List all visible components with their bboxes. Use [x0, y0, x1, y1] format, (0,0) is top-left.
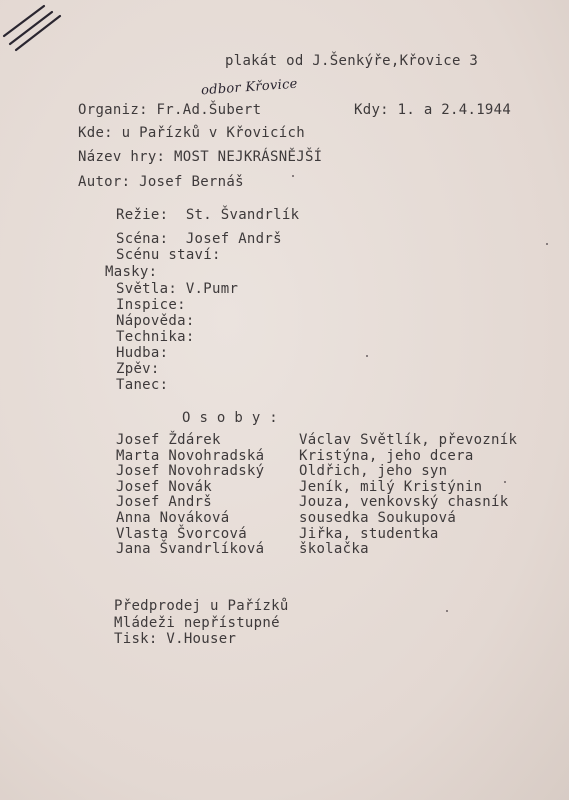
cast-role: Václav Světlík, převozník	[299, 432, 518, 448]
cast-actor: Josef Novohradský	[116, 463, 265, 480]
cast-role: Kristýna, jeho dcera	[299, 447, 474, 464]
cast-row	[116, 464, 517, 480]
date-line: Kdy: 1. a 2.4.1944	[354, 102, 512, 118]
cast-row	[116, 480, 517, 496]
prompter-line: Nápověda:	[116, 313, 195, 329]
cast-role: Jiřka, studentka	[299, 525, 439, 542]
cast-row	[116, 511, 517, 527]
presale-line: Předprodej u Pařízků	[114, 598, 289, 614]
poster-credit-line: plakát od J.Šenkýře,Křovice 3	[225, 53, 479, 69]
technical-line: Technika:	[116, 329, 195, 345]
dance-line: Tanec:	[116, 377, 169, 393]
cast-role: Oldřich, jeho syn	[299, 463, 448, 480]
cast-actor: Marta Novohradská	[116, 447, 265, 464]
cast-role: Jeník, milý Kristýnin	[299, 478, 483, 495]
cast-actor: Jana Švandrlíková	[116, 541, 265, 558]
paper-speck	[446, 610, 448, 612]
scene-built-line: Scénu staví:	[116, 247, 221, 263]
cast-list	[116, 433, 517, 558]
cast-row	[116, 449, 517, 465]
paper-speck	[366, 355, 368, 357]
lights-line: Světla: V.Pumr	[116, 281, 239, 297]
cast-role: školačka	[299, 541, 369, 558]
author-line: Autor: Josef Bernáš	[78, 174, 244, 190]
paper-speck	[504, 481, 506, 483]
cast-actor: Vlasta Švorcová	[116, 525, 247, 542]
venue-line: Kde: u Pařízků v Křovicích	[78, 125, 305, 141]
cast-actor: Josef Ždárek	[116, 432, 221, 448]
paper-speck	[292, 175, 294, 177]
music-line: Hudba:	[116, 345, 169, 361]
scene-line: Scéna: Josef Andrš	[116, 231, 282, 247]
direction-line: Režie: St. Švandrlík	[116, 207, 300, 223]
paper-speck	[546, 243, 548, 245]
handwritten-note: odbor Křovice	[200, 76, 299, 99]
singing-line: Zpěv:	[116, 361, 160, 377]
pen-slash-marks	[0, 0, 80, 60]
cast-role: Jouza, venkovský chasník	[299, 494, 509, 511]
cast-row	[116, 527, 517, 543]
print-line: Tisk: V.Houser	[114, 631, 237, 647]
inspection-line: Inspice:	[116, 297, 186, 313]
cast-actor: Anna Nováková	[116, 509, 230, 526]
cast-role: sousedka Soukupová	[299, 509, 457, 526]
cast-heading: O s o b y :	[182, 410, 279, 426]
organizer-line: Organiz: Fr.Ad.Šubert	[78, 102, 262, 118]
play-title-line: Název hry: MOST NEJKRÁSNĚJŠÍ	[78, 149, 323, 165]
youth-line: Mládeži nepřístupné	[114, 615, 280, 631]
cast-row	[116, 542, 517, 558]
cast-row	[116, 433, 517, 449]
cast-actor: Josef Andrš	[116, 494, 213, 511]
masks-line: Masky:	[105, 264, 158, 280]
cast-actor: Josef Novák	[116, 478, 213, 495]
cast-row	[116, 495, 517, 511]
